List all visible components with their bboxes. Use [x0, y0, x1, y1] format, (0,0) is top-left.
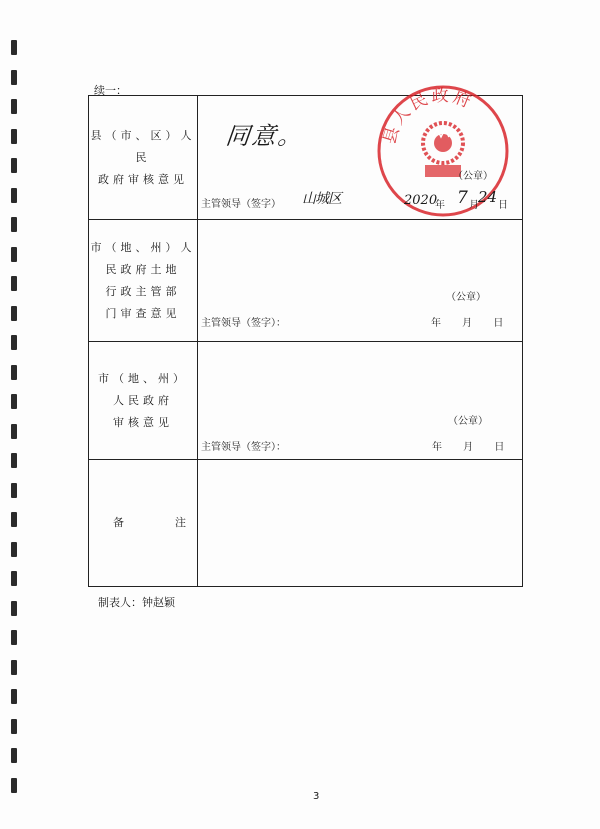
preparer-label: 制表人：钟赵颖 [98, 596, 175, 609]
binding-hole [11, 601, 17, 616]
date-month-label: 月 [469, 200, 479, 211]
county-review-cell [198, 86, 523, 220]
date-label: 年 月 日 [431, 318, 504, 329]
binding-hole [11, 483, 17, 498]
signer-label: 主管领导（签字）： [201, 442, 286, 453]
binding-hole [11, 188, 17, 203]
remarks-label: 备 注 [89, 460, 198, 587]
approval-handwriting: 同意。 [224, 122, 306, 150]
remarks-cell [198, 460, 523, 587]
seal-label: （公章） [446, 292, 486, 303]
date-day-label: 日 [498, 200, 508, 211]
date-year-label: 年 [435, 200, 445, 211]
binding-hole [11, 424, 17, 439]
binding-hole [11, 719, 17, 734]
binding-hole [11, 99, 17, 114]
seal-label: （公章） [453, 171, 493, 182]
binding-holes [11, 40, 19, 800]
binding-hole [11, 365, 17, 380]
binding-hole [11, 778, 17, 793]
binding-hole [11, 217, 17, 232]
signer-label: 主管领导（签字） [201, 199, 281, 210]
land-dept-review-label: 市（地、州）人 民政府土地 行政主管部 门审查意见 [89, 220, 198, 342]
binding-hole [11, 40, 17, 55]
date-month-handwritten: 7 [457, 188, 468, 208]
binding-hole [11, 129, 17, 144]
binding-hole [11, 542, 17, 557]
binding-hole [11, 453, 17, 468]
binding-hole [11, 247, 17, 262]
date-year-handwritten: 2020 [404, 193, 438, 208]
binding-hole [11, 689, 17, 704]
binding-hole [11, 630, 17, 645]
continued-label: 续一： [94, 84, 127, 97]
page-number: 3 [313, 791, 320, 802]
binding-hole [11, 748, 17, 763]
signer-label: 主管领导（签字）： [201, 318, 286, 329]
county-review-label: 县（市、区）人民 政府审核意见 [89, 96, 198, 220]
prefecture-review-label: 市（地、州） 人民政府 审核意见 [89, 342, 198, 460]
binding-hole [11, 276, 17, 291]
seal-label: （公章） [448, 416, 488, 427]
prefecture-review-cell [198, 342, 523, 460]
binding-hole [11, 158, 17, 173]
svg-text:县人民政府: 县人民政府 [379, 86, 477, 147]
binding-hole [11, 571, 17, 586]
land-dept-review-cell [198, 220, 523, 342]
handwritten-signature: 山城区 [302, 191, 341, 207]
binding-hole [11, 306, 17, 321]
binding-hole [11, 660, 17, 675]
date-label: 年 月 日 [432, 442, 505, 453]
binding-hole [11, 512, 17, 527]
date-day-handwritten: 24 [478, 188, 498, 206]
binding-hole [11, 335, 17, 350]
binding-hole [11, 70, 17, 85]
binding-hole [11, 394, 17, 409]
